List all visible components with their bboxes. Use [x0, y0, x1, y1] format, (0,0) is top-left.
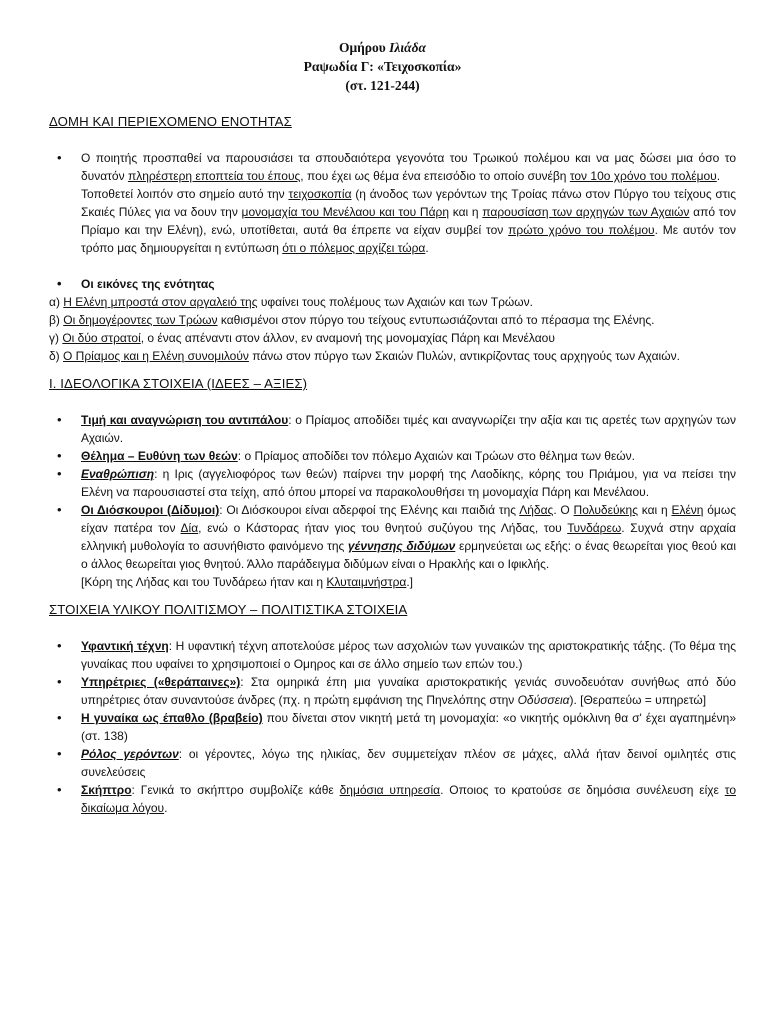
list-item: • Τιμή και αναγνώριση του αντιπάλου: ο Πρίαμος αποδίδει τιμές και αναγνωρίζει την αξία και τις αρετές των αρχηγών των Αχαιών. [49, 411, 736, 447]
image-item-b: β) Οι δημογέροντες των Τρώων καθισμένοι στον πύργο του τείχους εντυπωσιάζονται από το πέρασμα της Ελένης. [49, 313, 655, 327]
structure-paragraph: Τοποθετεί λοιπόν στο σημείο αυτό την τειχοσκοπία (η άνοδος των γερόντων της Τροίας πάνω στον Πύργο του τείχους στις Σκαιές Πύλες για να δουν την μονομαχία του Μενέλαου και του Πάρη και η παρουσίαση των αρχηγών των Αχαιών από τον Πρίαμο και την Ελένη), ενώ, υποτίθεται, αυτά θα έπρεπε να είχαν συμβεί τον πρώτο χρόνο του πολέμου. Με αυτόν τον τρόπο μας δημιουργείται η εντύπωση ότι ο πόλεμος αρχίζει τώρα. [81, 187, 737, 255]
section-heading-culture: ΣΤΟΙΧΕΙΑ ΥΛΙΚΟΥ ΠΟΛΙΤΙΣΜΟΥ – ΠΟΛΙΤΙΣΤΙΚΑ ΣΤΟΙΧΕΙΑ [49, 602, 408, 617]
list-item: • Εναθρώπιση: η Ιρις (αγγελιοφόρος των θεών) παίρνει την μορφή της Λαοδίκης, κόρης του Πριάμου, για να πείσει την Ελένη να παρουσιαστεί στα τείχη, από όπου μπορεί να παρακολουθήσει τη μονομαχία Πάρη και Μενέλαου. [49, 465, 736, 501]
title-author: Ομήρου [338, 40, 390, 55]
list-item: • Οι Διόσκουροι (Δίδυμοι): Οι Διόσκουροι είναι αδερφοί της Ελένης και παιδιά της Λήδας. Ο Πολυδεύκης και η Ελένη όμως είχαν πατέρα τον Δία, ενώ ο Κάστορας ήταν γιος του θνητού συζύγου της Λήδας, του Τυνδάρεω. Συχνά στην αρχαία ελληνική μυθολογία το ασυνήθιστο φαινόμενο της γέννησης διδύμων ερμηνεύεται ως εξής: ο ένας θεωρείται γιος θεού και ο άλλος θεωρείται γιος θνητού. Άλλο παράδειγμα διδύμων είναι ο Ηρακλής και ο Ιφικλής. [Κόρη της Λήδας και του Τυνδάρεω ήταν και η Κλυταιμνήστρα.] [49, 501, 736, 591]
list-item: • Η γυναίκα ως έπαθλο (βραβείο) που δίνεται στον νικητή μετά τη μονομαχία: «ο νικητής ομόκλινη θα σ' έχει αγαπημένη» (στ. 138) [49, 709, 736, 745]
ideological-list [49, 411, 736, 591]
list-item: • Ρόλος γερόντων: οι γέροντες, λόγω της ηλικίας, δεν συμμετείχαν πλέον σε μάχες, αλλά ήταν δεινοί ομιλητές στις συνελεύσεις [49, 745, 736, 781]
list-item: • Σκήπτρο: Γενικά το σκήπτρο συμβολίζε κάθε δημόσια υπηρεσία. Οποιος το κρατούσε σε δημόσια συνέλευση είχε το δικαίωμα λόγου. [49, 781, 736, 817]
image-item-c: γ) Οι δύο στρατοί, ο ένας απέναντι στον άλλον, εν αναμονή της μονομαχίας Πάρη και Μενέλαου [49, 331, 555, 345]
section-heading-ideological: Ι. ΙΔΕΟΛΟΓΙΚΑ ΣΤΟΙΧΕΙΑ (ΙΔΕΕΣ – ΑΞΙΕΣ) [49, 376, 308, 391]
list-item: • Υπηρέτριες («θεράπαινες»): Στα ομηρικά έπη μια γυναίκα αριστοκρατικής γενιάς συνοδευόταν συνήθως από δύο υπηρέτριες όταν συναντούσε άνδρες (πχ. η πρώτη εμφάνιση της Πηνελόπης στην Οδύσσεια). [Θεραπεύω = υπηρετώ] [49, 673, 736, 709]
list-item: • Ο ποιητής προσπαθεί να παρουσιάσει τα σπουδαιότερα γεγονότα του Τρωικού πολέμου και να μας δώσει μια όσο το δυνατόν πληρέστερη εποπτεία του έπους, που έχει ως θέμα ένα επεισόδιο το οποίο συνέβη τον 10ο χρόνο του πολέμου. [49, 149, 736, 185]
title-line-3: (στ. 121-244) [345, 78, 420, 93]
list-item: • Υφαντική τέχνη: Η υφαντική τέχνη αποτελούσε μέρος των ασχολιών των γυναικών της αριστοκρατικής τάξης. (Το θέμα της γυναίκας που υφαίνει το χρησιμοποιεί ο Ομηρος και σε άλλο σημείο των επών του.) [49, 637, 736, 673]
images-heading-list [49, 275, 736, 293]
image-item-d: δ) Ο Πρίαμος και η Ελένη συνομιλούν πάνω στον πύργο των Σκαιών Πυλών, αντικρίζοντας τους αρχηγούς των Αχαιών. [49, 349, 680, 363]
title-line-2: Ραψωδία Γ: «Τειχοσκοπία» [303, 59, 462, 74]
title-block [29, 38, 736, 95]
image-item-a: α) Η Ελένη μπροστά στον αργαλειό της υφαίνει τους πολέμους των Αχαιών και των Τρώων. [49, 295, 533, 309]
culture-list [49, 637, 736, 817]
list-item: • Θέλημα – Ευθύνη των θεών: ο Πρίαμος αποδίδει τον πόλεμο Αχαιών και Τρώων στο θέλημα των θεών. [49, 447, 736, 465]
section-heading-structure: ΔΟΜΗ ΚΑΙ ΠΕΡΙΕΧΟΜΕΝΟ ΕΝΟΤΗΤΑΣ [49, 114, 292, 129]
title-line-1 [29, 38, 736, 57]
structure-list [49, 149, 736, 185]
images-heading: • Οι εικόνες της ενότητας [49, 275, 736, 293]
title-work: Ιλιάδα [389, 40, 427, 55]
